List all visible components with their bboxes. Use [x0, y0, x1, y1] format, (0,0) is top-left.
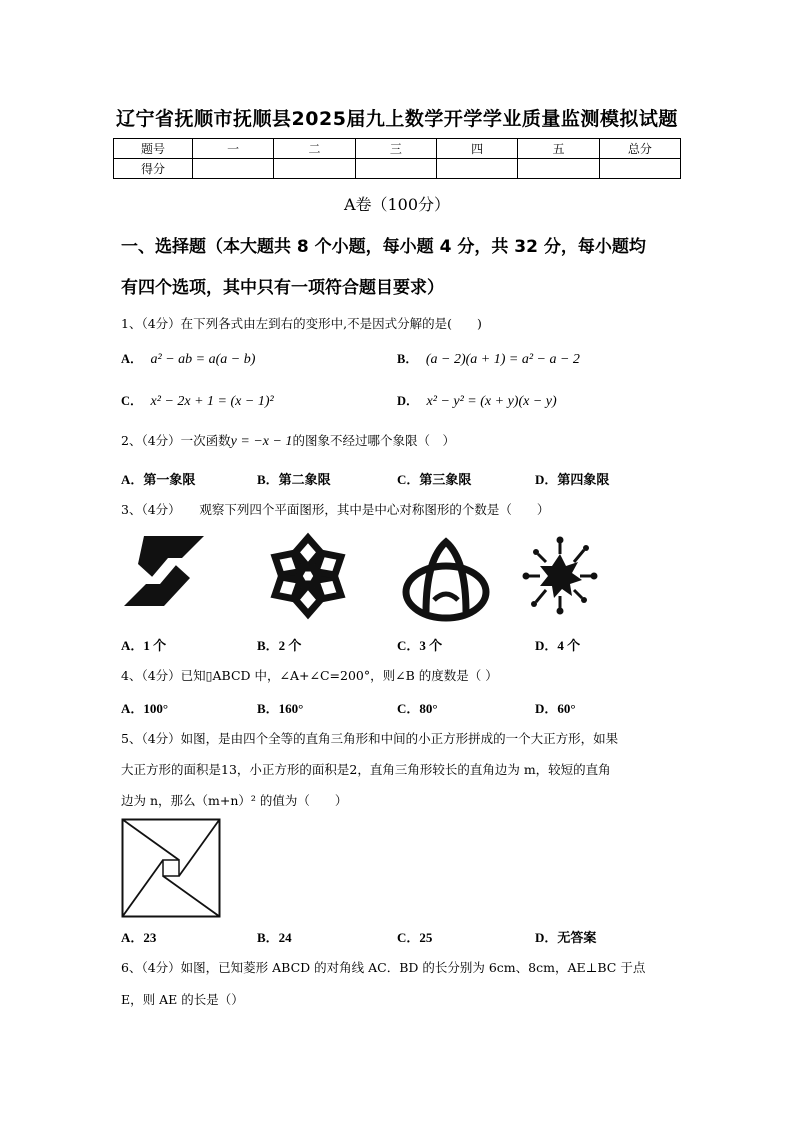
- q2-stem-part-b: 的图象不经过哪个象限（ ）: [292, 433, 455, 448]
- q2-stem-expr: y = −x − 1: [230, 434, 293, 449]
- q1-option-b-expr: (a − 2)(a + 1) = a² − a − 2: [425, 352, 580, 367]
- q1-option-a: [121, 349, 255, 368]
- q2-option-d: D．第四象限: [535, 472, 610, 487]
- q1-option-a-expr: a² − ab = a(a − b): [150, 352, 256, 367]
- q5-option-b: B．24: [257, 930, 292, 945]
- q5-option-d: D．无答案: [535, 930, 597, 945]
- q1-option-d-expr: x² − y² = (x + y)(x − y): [426, 394, 557, 409]
- q4-option-a: A．100°: [121, 701, 169, 716]
- q4-option-c: C．80°: [397, 701, 438, 716]
- q2-stem-part-a: 2、（4分）一次函数: [121, 433, 231, 448]
- q2-stem: [121, 431, 455, 450]
- q2-option-c: C．第三象限: [397, 472, 472, 487]
- knot-figure: [268, 538, 348, 614]
- part1-heading-line1: 一、选择题（本大题共 8 个小题，每小题 4 分，共 32 分，每小题均: [121, 237, 646, 257]
- q3-stem: 3、（4分） 观察下列四个平面图形，其中是中心对称图形的个数是（ ）: [121, 502, 550, 517]
- q3-figures: [120, 530, 615, 622]
- score-input-cell: [436, 159, 517, 179]
- score-table-score-row: [114, 159, 681, 179]
- q2-option-a: A．第一象限: [121, 472, 196, 487]
- q1-option-b-label: B．: [397, 352, 418, 366]
- score-input-cell: [599, 159, 680, 179]
- q4-option-b: B．160°: [257, 701, 304, 716]
- q6-stem-line1: 6、（4分）如图，已知菱形 ABCD 的对角线 AC．BD 的长分别为 6cm、8cm，AE⊥BC 于点: [121, 960, 646, 975]
- q1-option-c-label: C．: [121, 394, 143, 408]
- q2-option-b: B．第二象限: [257, 472, 331, 487]
- score-table: [113, 138, 681, 179]
- q4-stem: 4、（4分）已知▯ABCD 中，∠A+∠C=200°，则∠B 的度数是（ ）: [121, 668, 498, 683]
- score-cell: 二: [274, 139, 355, 159]
- q1-option-c: [121, 391, 274, 410]
- score-cell: 一: [193, 139, 274, 159]
- q5-pinwheel-figure: [121, 818, 221, 918]
- q1-option-a-label: A．: [121, 352, 143, 366]
- score-cell: 得分: [114, 159, 193, 179]
- score-input-cell: [518, 159, 599, 179]
- q5-stem-line1: 5、（4分）如图，是由四个全等的直角三角形和中间的小正方形拼成的一个大正方形，如果: [121, 731, 619, 746]
- q3-option-a: A．1 个: [121, 638, 167, 653]
- q5-option-a: A．23: [121, 930, 157, 945]
- score-table-header-row: [114, 139, 681, 159]
- q3-option-c: C．3 个: [397, 638, 443, 653]
- q3-option-d: D．4 个: [535, 638, 581, 653]
- score-input-cell: [274, 159, 355, 179]
- q1-stem: 1、（4分）在下列各式由左到右的变形中,不是因式分解的是( ): [121, 316, 482, 331]
- q1-option-d: [397, 391, 557, 410]
- oval-arch-figure: [406, 542, 486, 618]
- score-cell: 总分: [599, 139, 680, 159]
- score-cell: 四: [436, 139, 517, 159]
- q1-option-d-label: D．: [397, 394, 419, 408]
- q5-stem-line2: 大正方形的面积是13，小正方形的面积是2，直角三角形较长的直角边为 m，较短的直角: [121, 762, 611, 777]
- part1-heading-line2: 有四个选项，其中只有一项符合题目要求）: [121, 278, 444, 298]
- q5-stem-line3: 边为 n，那么（m+n）² 的值为（ ）: [121, 793, 348, 808]
- score-cell: 题号: [114, 139, 193, 159]
- q4-option-d: D．60°: [535, 701, 576, 716]
- q1-option-c-expr: x² − 2x + 1 = (x − 1)²: [150, 394, 274, 409]
- score-input-cell: [355, 159, 436, 179]
- score-cell: 三: [355, 139, 436, 159]
- section-a-heading: A卷（100分）: [343, 195, 451, 214]
- q3-option-b: B．2 个: [257, 638, 302, 653]
- s-logo-figure: [124, 536, 204, 606]
- q6-stem-line2: E，则 AE 的长是（）: [121, 992, 244, 1007]
- score-cell: 五: [518, 139, 599, 159]
- q5-option-c: C．25: [397, 930, 433, 945]
- q1-option-b: [397, 349, 580, 368]
- exam-title: 辽宁省抚顺市抚顺县2025届九上数学开学学业质量监测模拟试题: [116, 108, 678, 130]
- splash-figure: [523, 537, 598, 615]
- score-input-cell: [193, 159, 274, 179]
